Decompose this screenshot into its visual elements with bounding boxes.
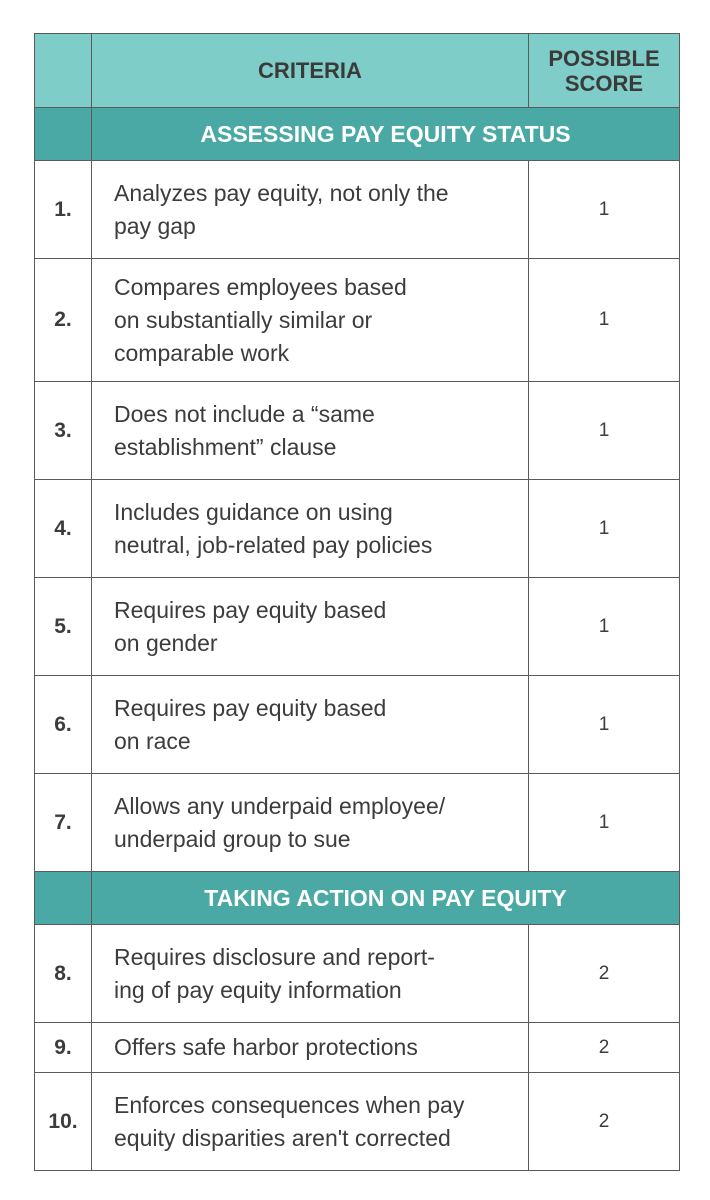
possible-score: 2 (529, 1023, 680, 1073)
criteria-text (92, 676, 529, 774)
criteria-text-line: ing of pay equity information (114, 976, 402, 1003)
criteria-text-line: comparable work (114, 339, 290, 366)
criteria-text-line: underpaid group to sue (114, 825, 351, 852)
criteria-text-line: establishment” clause (114, 433, 337, 460)
criteria-text-line: Compares employees based (114, 273, 407, 300)
table-row (35, 161, 680, 259)
table-body (35, 108, 680, 1171)
table-row (35, 259, 680, 382)
table-row (35, 480, 680, 578)
row-number: 9. (35, 1023, 92, 1073)
section-header-spacer (35, 108, 92, 161)
criteria-text (92, 925, 529, 1023)
criteria-text (92, 382, 529, 480)
section-title: TAKING ACTION ON PAY EQUITY (92, 872, 680, 925)
row-number: 1. (35, 161, 92, 259)
section-header-row (35, 872, 680, 925)
criteria-text (92, 259, 529, 382)
possible-score: 1 (529, 676, 680, 774)
score-header-line-1: POSSIBLE (548, 45, 660, 71)
criteria-text-line: Offers safe harbor protections (114, 1034, 418, 1060)
row-number: 10. (35, 1073, 92, 1171)
criteria-text (92, 578, 529, 676)
criteria-text-line: Requires pay equity based (114, 694, 387, 721)
possible-score: 2 (529, 1073, 680, 1171)
criteria-text-line: Requires disclosure and report- (114, 943, 435, 970)
score-column-header (529, 34, 680, 108)
criteria-text (92, 774, 529, 872)
row-number: 3. (35, 382, 92, 480)
criteria-text-line: on gender (114, 629, 218, 656)
possible-score: 1 (529, 480, 680, 578)
table-row (35, 925, 680, 1023)
criteria-text (92, 1073, 529, 1171)
table-header-row (35, 34, 680, 108)
criteria-text (92, 1023, 529, 1073)
possible-score: 1 (529, 774, 680, 872)
row-number: 2. (35, 259, 92, 382)
number-column-header (35, 34, 92, 108)
row-number: 4. (35, 480, 92, 578)
criteria-text-line: neutral, job-related pay policies (114, 531, 433, 558)
table-row (35, 774, 680, 872)
possible-score: 1 (529, 259, 680, 382)
table-row (35, 1023, 680, 1073)
criteria-text-line: Does not include a “same (114, 400, 375, 427)
criteria-text-line: Enforces consequences when pay (114, 1091, 465, 1118)
criteria-table (34, 33, 680, 1171)
table-row (35, 382, 680, 480)
table-row (35, 578, 680, 676)
section-header-spacer (35, 872, 92, 925)
criteria-text-line: Allows any underpaid employee/ (114, 792, 446, 819)
row-number: 7. (35, 774, 92, 872)
criteria-text-line: Analyzes pay equity, not only the (114, 179, 449, 206)
row-number: 5. (35, 578, 92, 676)
criteria-column-header: CRITERIA (92, 34, 529, 108)
criteria-text-line: on substantially similar or (114, 306, 373, 333)
criteria-text-line: Includes guidance on using (114, 498, 393, 525)
criteria-text-line: equity disparities aren't corrected (114, 1124, 451, 1151)
row-number: 8. (35, 925, 92, 1023)
section-title: ASSESSING PAY EQUITY STATUS (92, 108, 680, 161)
criteria-text-line: on race (114, 727, 191, 754)
criteria-text-line: pay gap (114, 212, 196, 239)
table-row (35, 1073, 680, 1171)
section-header-row (35, 108, 680, 161)
score-header-line-2: SCORE (564, 70, 644, 96)
possible-score: 1 (529, 161, 680, 259)
possible-score: 1 (529, 578, 680, 676)
possible-score: 2 (529, 925, 680, 1023)
criteria-text (92, 161, 529, 259)
possible-score: 1 (529, 382, 680, 480)
row-number: 6. (35, 676, 92, 774)
criteria-text (92, 480, 529, 578)
table-row (35, 676, 680, 774)
criteria-text-line: Requires pay equity based (114, 596, 387, 623)
